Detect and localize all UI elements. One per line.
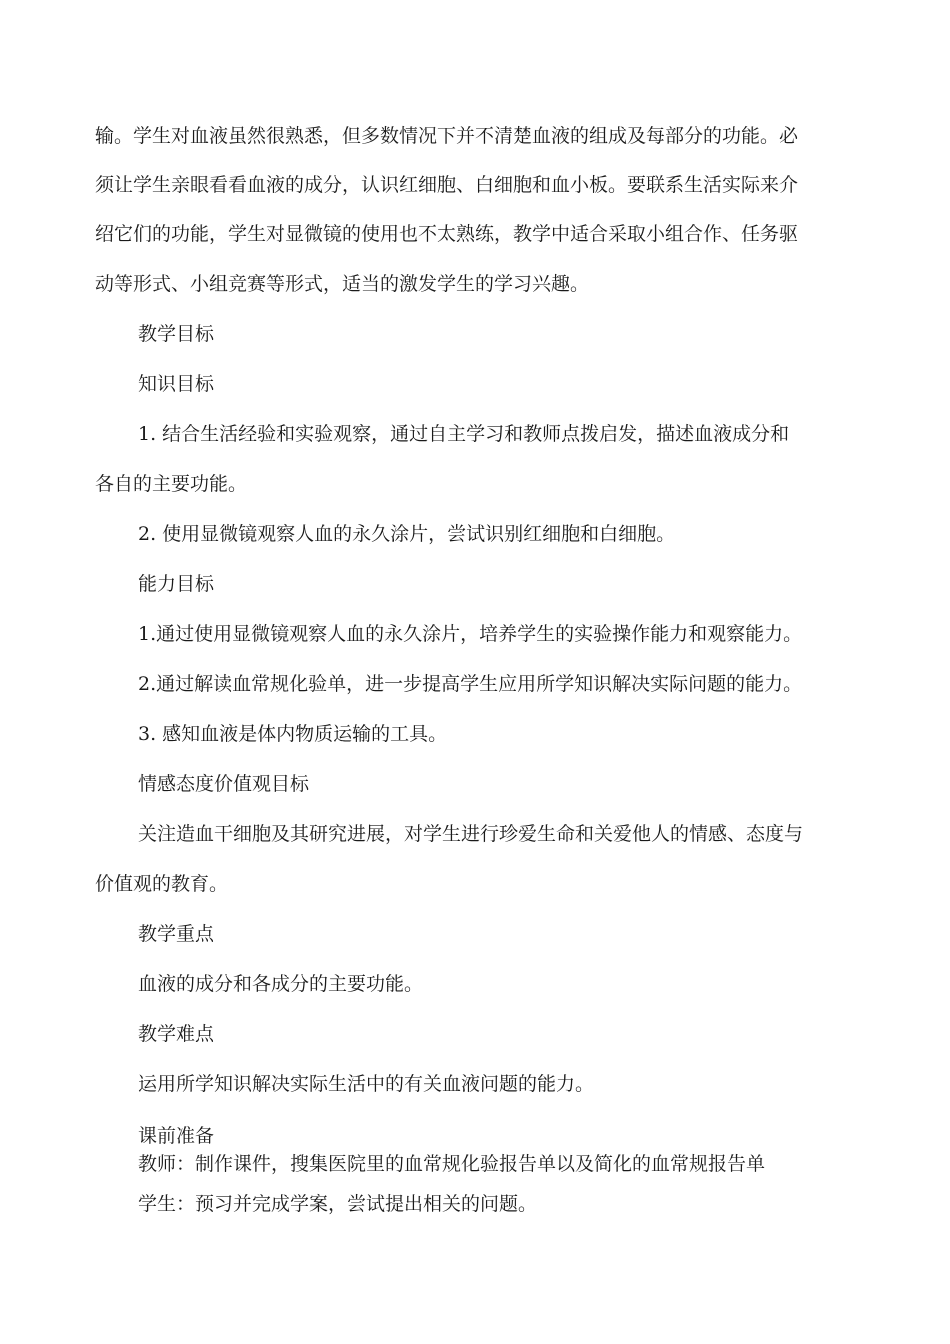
ability-item-1: 1.通过使用显微镜观察人血的永久涂片，培养学生的实验操作能力和观察能力。 <box>138 623 803 645</box>
intro-line-4: 动等形式、小组竞赛等形式，适当的激发学生的学习兴趣。 <box>95 273 590 295</box>
preparation-heading: 课前准备 <box>138 1125 215 1147</box>
ability-goals-heading: 能力目标 <box>138 573 215 595</box>
teaching-goals-heading: 教学目标 <box>138 323 215 345</box>
intro-line-2: 须让学生亲眼看看血液的成分，认识红细胞、白细胞和血小板。要联系生活实际来介 <box>95 174 799 196</box>
emotion-line-2: 价值观的教育。 <box>95 873 229 895</box>
ability-item-3: 3. 感知血液是体内物质运输的工具。 <box>138 723 448 745</box>
ability-item-2: 2.通过解读血常规化验单，进一步提高学生应用所学知识解决实际问题的能力。 <box>138 673 803 695</box>
difficult-points-text: 运用所学知识解决实际生活中的有关血液问题的能力。 <box>138 1073 595 1095</box>
knowledge-item-2: 2. 使用显微镜观察人血的永久涂片，尝试识别红细胞和白细胞。 <box>138 523 676 545</box>
emotion-goals-heading: 情感态度价值观目标 <box>138 773 310 795</box>
emotion-line-1: 关注造血干细胞及其研究进展，对学生进行珍爱生命和关爱他人的情感、态度与 <box>138 823 804 845</box>
difficult-points-heading: 教学难点 <box>138 1023 215 1045</box>
intro-line-1: 输。学生对血液虽然很熟悉，但多数情况下并不清楚血液的组成及每部分的功能。必 <box>95 125 799 147</box>
knowledge-goals-heading: 知识目标 <box>138 373 215 395</box>
preparation-teacher: 教师：制作课件，搜集医院里的血常规化验报告单以及简化的血常规报告单 <box>138 1153 766 1175</box>
knowledge-item-1-cont: 各自的主要功能。 <box>95 473 248 495</box>
preparation-student: 学生：预习并完成学案，尝试提出相关的问题。 <box>138 1193 538 1215</box>
intro-line-3: 绍它们的功能，学生对显微镜的使用也不太熟练，教学中适合采取小组合作、任务驱 <box>95 223 799 245</box>
knowledge-item-1: 1. 结合生活经验和实验观察，通过自主学习和教师点拨启发，描述血液成分和 <box>138 423 790 445</box>
key-points-text: 血液的成分和各成分的主要功能。 <box>138 973 424 995</box>
key-points-heading: 教学重点 <box>138 923 215 945</box>
